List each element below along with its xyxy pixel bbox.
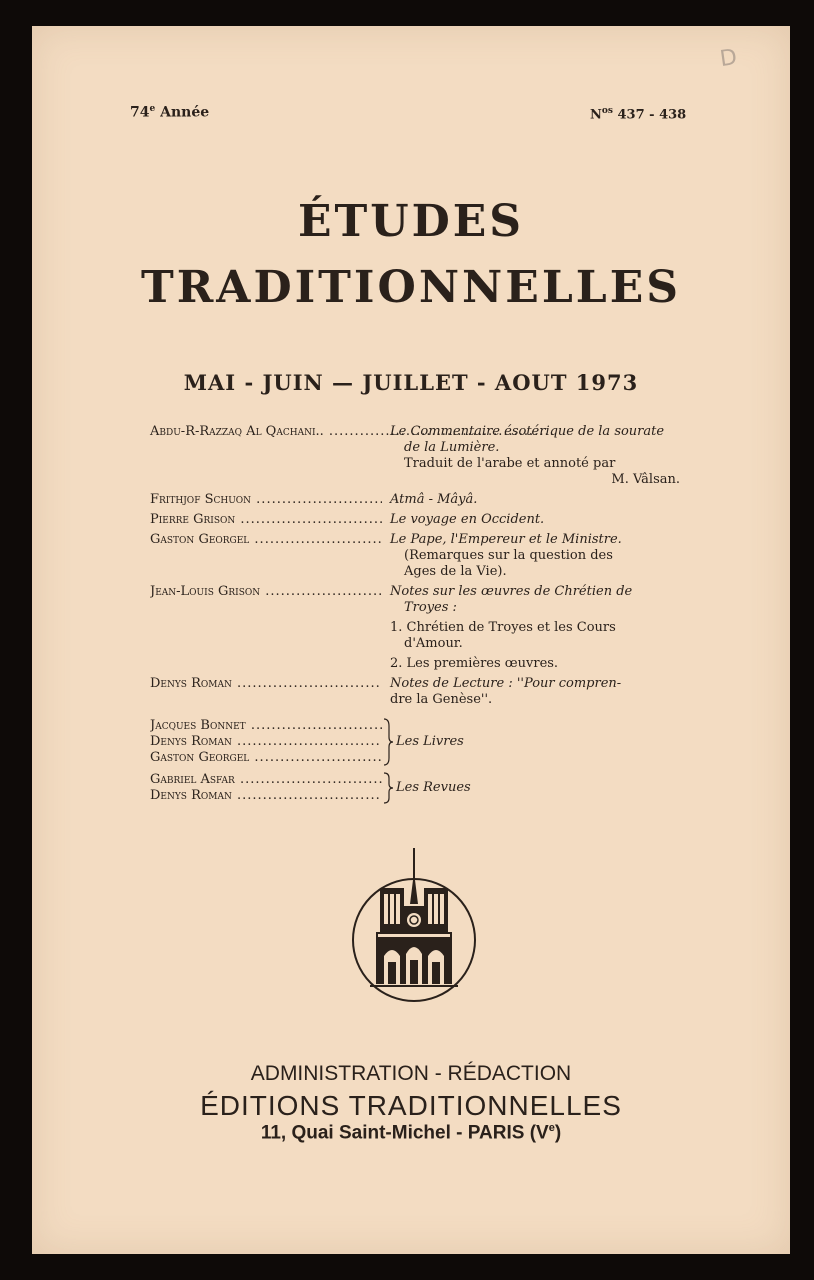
toc-author: Pierre Grison ..... (150, 512, 382, 528)
toc-author: Abdu-R-Razzaq Al Qachani.. ..... (150, 424, 382, 440)
toc-title: Le Pape, l'Empereur et le Ministre. (Remarques sur la question des Ages de la Vie). (390, 532, 622, 579)
toc-author: Gaston Georgel ..... (150, 532, 382, 548)
administration-heading: ADMINISTRATION - RÉDACTION (250, 1062, 572, 1085)
toc-title: Notes sur les œuvres de Chrétien de Troyes : 1. Chrétien de Troyes et les Cours d'Amour. 2. Les premières œuvres. (390, 584, 633, 671)
toc-entry (150, 492, 680, 508)
toc-entry (150, 676, 680, 708)
toc-author: Gabriel Asfar ..... (150, 772, 382, 788)
brace-icon (382, 718, 394, 766)
toc-author: Denys Roman ..... (150, 734, 382, 750)
cathedral-emblem-icon (350, 844, 478, 1004)
toc-entry (150, 424, 680, 488)
toc-author: Gaston Georgel ..... (150, 750, 382, 766)
toc-author: Denys Roman ..... (150, 676, 382, 692)
toc-author: Frithjof Schuon ..... (150, 492, 382, 508)
publisher-name: ÉDITIONS TRADITIONNELLES (200, 1090, 622, 1121)
toc-title: Notes de Lecture : ''Pour compren- dre la Genèse''. (390, 676, 622, 707)
toc-author: Denys Roman ..... (150, 788, 382, 804)
toc-section-title: Les Livres (396, 734, 464, 749)
toc-author: Jean-Louis Grison ..... (150, 584, 382, 600)
toc-title: Atmâ - Mâyâ. (390, 492, 478, 507)
pencil-mark: D (718, 44, 739, 73)
journal-cover (32, 26, 790, 1254)
journal-title-line1: ÉTUDES (297, 196, 525, 247)
toc-author: Jacques Bonnet ..... (150, 718, 382, 734)
publisher-address: 11, Quai Saint-Michel - PARIS (Ve) (260, 1122, 562, 1144)
toc-entry (150, 584, 680, 672)
table-of-contents (150, 424, 680, 804)
toc-section-title: Les Revues (396, 780, 471, 795)
toc-group-livres (150, 718, 680, 766)
toc-entry (150, 512, 680, 528)
brace-icon (382, 772, 394, 804)
toc-title: Le voyage en Occident. (390, 512, 545, 527)
issue-numbers: $N^{os}$ 437 - 438 (590, 106, 687, 123)
toc-entry (150, 532, 680, 580)
year-of-publication: 74e Année (130, 104, 210, 121)
toc-group-revues (150, 772, 680, 804)
issue-dates: MAI - JUIN — JUILLET - AOUT 1973 (183, 370, 639, 395)
toc-title: Le Commentaire ésotérique de la sourate de la Lumière. Traduit de l'arabe et annoté par M. Vâlsan. (390, 424, 680, 487)
journal-title-line2: TRADITIONNELLES (141, 262, 681, 313)
